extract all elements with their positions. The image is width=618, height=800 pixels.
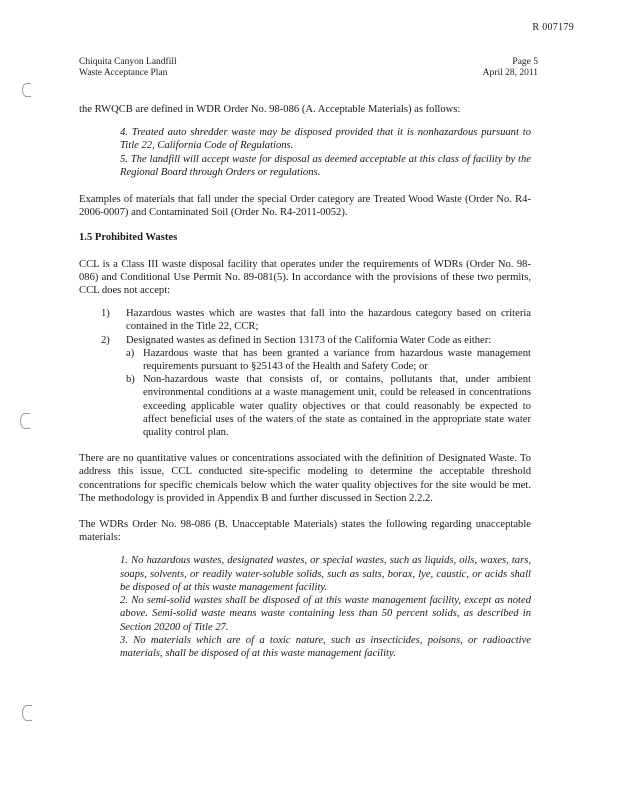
designated-waste-paragraph: There are no quantitative values or concentrations associated with the definition of Designated Waste. To address this issue, CCL conducted site-specific modeling to determine the acceptable threshold concentrations for specific chemicals below which the water quality objectives for the site would be met. The methodology is provided in Appendix B and further discussed in Section 2.2.2.	[79, 453, 531, 504]
sublist-item-letter: a)	[126, 347, 135, 359]
header-document-title: Waste Acceptance Plan	[79, 68, 168, 78]
list-item	[79, 334, 531, 440]
quote-item: 4. Treated auto shredder waste may be disposed provided that it is nonhazardous pursuant to Title 22, California Code of Regulations.	[120, 127, 531, 152]
header-facility-name: Chiquita Canyon Landfill	[79, 57, 177, 67]
intro-line: the RWQCB are defined in WDR Order No. 98-086 (A. Acceptable Materials) as follows:	[79, 104, 461, 115]
unacceptable-intro-paragraph: The WDRs Order No. 98-086 (B. Unacceptable Materials) states the following regarding unacceptable materials:	[79, 519, 531, 544]
hole-punch-mark-top	[22, 83, 31, 97]
quote-item: 3. No materials which are of a toxic nature, such as insecticides, poisons, or radioactive materials, shall be disposed of at this waste management facility.	[120, 634, 531, 659]
sublist-item-text: Hazardous waste that has been granted a variance from hazardous waste management requirements pursuant to §25143 of the Health and Safety Code; or	[143, 347, 531, 373]
hole-punch-mark-bottom	[22, 705, 32, 721]
sublist-item	[126, 347, 531, 373]
prohibited-wastes-list	[79, 307, 531, 439]
bates-number: R 007179	[532, 22, 574, 33]
section-intro-paragraph: CCL is a Class III waste disposal facility that operates under the requirements of WDRs (Order No. 98-086) and Conditional Use Permit No. 89-081(5). In accordance with the provisions of these two permits, CCL does not accept:	[79, 258, 531, 297]
list-item-number: 1)	[101, 308, 110, 320]
header-date: April 28, 2011	[482, 68, 538, 78]
list-item-number: 2)	[101, 334, 110, 346]
quote-item: 5. The landfill will accept waste for disposal as deemed acceptable at this class of facility by the Regional Board through Orders or regulations.	[120, 153, 531, 178]
sublist-item-text: Non-hazardous waste that consists of, or contains, pollutants that, under ambient environmental conditions at a waste management unit, could be released in concentrations exceeding applicable water quality objectives or that could reasonably be expected to affect beneficial uses of the waters of the state as contained in the appropriate state water quality control plan.	[143, 374, 531, 439]
unacceptable-materials-quote	[120, 554, 531, 660]
quote-item: 1. No hazardous wastes, designated wastes, or special wastes, such as liquids, oils, waxes, tars, soaps, solvents, or readily water-soluble solids, such as salts, borax, lye, caustic, or acids shall be disposed of at this waste management facility.	[120, 555, 531, 593]
running-header-right	[483, 57, 538, 79]
examples-paragraph: Examples of materials that fall under the special Order category are Treated Wood Waste (Order No. R4-2006-0007) and Contaminated Soil (Order No. R4-2011-0052).	[79, 194, 531, 219]
list-item-text: Hazardous wastes which are wastes that fall into the hazardous category based on criteria contained in the Title 22, CCR;	[126, 308, 531, 333]
section-heading: 1.5 Prohibited Wastes	[79, 232, 178, 244]
page-body	[79, 99, 531, 660]
quote-item: 2. No semi-solid wastes shall be disposed of at this waste management facility, except as noted above. Semi-solid waste means waste containing less than 50 percent solids, as described in Section 20200 of Title 27.	[120, 595, 531, 633]
acceptable-materials-quote	[120, 126, 531, 179]
list-item	[79, 307, 531, 333]
running-header-left	[79, 57, 177, 79]
hole-punch-mark-middle	[20, 413, 30, 429]
sublist-item	[126, 373, 531, 439]
sublist-item-letter: b)	[126, 374, 135, 386]
designated-wastes-sublist	[126, 347, 531, 439]
header-page-number: Page 5	[512, 57, 538, 67]
list-item-text: Designated wastes as defined in Section 13173 of the California Water Code as either:	[126, 334, 492, 346]
